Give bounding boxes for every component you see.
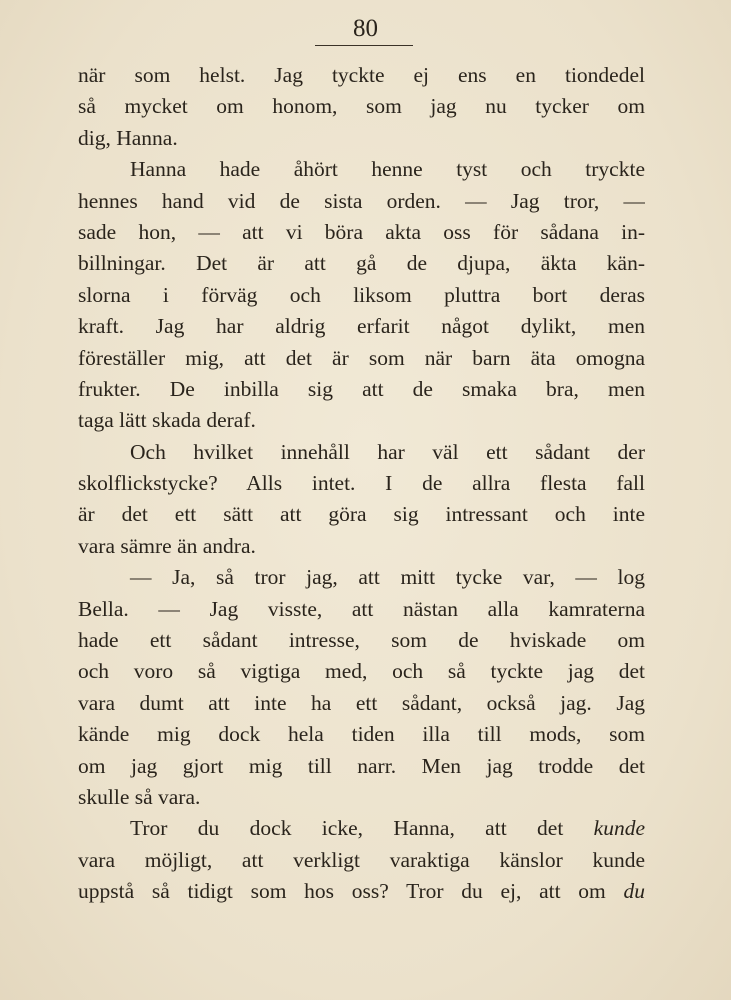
text-line bbox=[78, 813, 645, 844]
text-line: föreställer mig, att det är som när barn äta omogna bbox=[78, 345, 645, 370]
text-line: — Ja, så tror jag, att mitt tycke var, — log bbox=[130, 565, 645, 590]
emphasized-word: kunde bbox=[593, 816, 645, 841]
text-line: kraft. Jag har aldrig erfarit något dylikt, men bbox=[78, 314, 645, 339]
text-line: och voro så vigtiga med, och så tyckte jag det bbox=[78, 659, 645, 684]
text-line: kände mig dock hela tiden illa till mods, som bbox=[78, 722, 645, 747]
body-text bbox=[78, 60, 645, 908]
text-line: Hanna hade åhört henne tyst och tryckte bbox=[130, 157, 645, 182]
text-line: hennes hand vid de sista orden. — Jag tror, — bbox=[78, 188, 645, 213]
text-line: om jag gjort mig till narr. Men jag trodde det bbox=[78, 753, 645, 778]
text-line bbox=[78, 876, 645, 907]
text-line: dig, Hanna. bbox=[78, 125, 178, 150]
header-rule bbox=[315, 45, 413, 46]
text-line: skulle så vara. bbox=[78, 784, 201, 809]
text-line: vara sämre än andra. bbox=[78, 533, 256, 558]
text-line: skolflickstycke? Alls intet. I de allra flesta fall bbox=[78, 471, 645, 496]
text-line: hade ett sådant intresse, som de hviskade om bbox=[78, 628, 645, 653]
text-line: sade hon, — att vi böra akta oss för sådana in- bbox=[78, 219, 645, 244]
text-line: vara dumt att inte ha ett sådant, också jag. Jag bbox=[78, 690, 645, 715]
text-run: uppstå så tidigt som hos oss? Tror du ej, att om bbox=[78, 879, 624, 904]
text-line: är det ett sätt att göra sig intressant och inte bbox=[78, 502, 645, 527]
page-number: 80 bbox=[353, 15, 378, 42]
text-run: Tror du dock icke, Hanna, att det bbox=[130, 816, 594, 841]
text-line: vara möjligt, att verkligt varaktiga känslor kunde bbox=[78, 847, 645, 872]
text-line: Bella. — Jag visste, att nästan alla kamraterna bbox=[78, 596, 645, 621]
emphasized-word: du bbox=[623, 879, 645, 904]
text-line: slorna i förväg och liksom pluttra bort deras bbox=[78, 282, 645, 307]
text-line: när som helst. Jag tyckte ej ens en tiondedel bbox=[78, 63, 645, 87]
text-line: taga lätt skada deraf. bbox=[78, 408, 256, 433]
text-line: billningar. Det är att gå de djupa, äkta kän- bbox=[78, 251, 645, 276]
text-line: frukter. De inbilla sig att de smaka bra, men bbox=[78, 376, 645, 401]
text-line: Och hvilket innehåll har väl ett sådant der bbox=[130, 439, 645, 464]
text-line: så mycket om honom, som jag nu tycker om bbox=[78, 94, 645, 119]
